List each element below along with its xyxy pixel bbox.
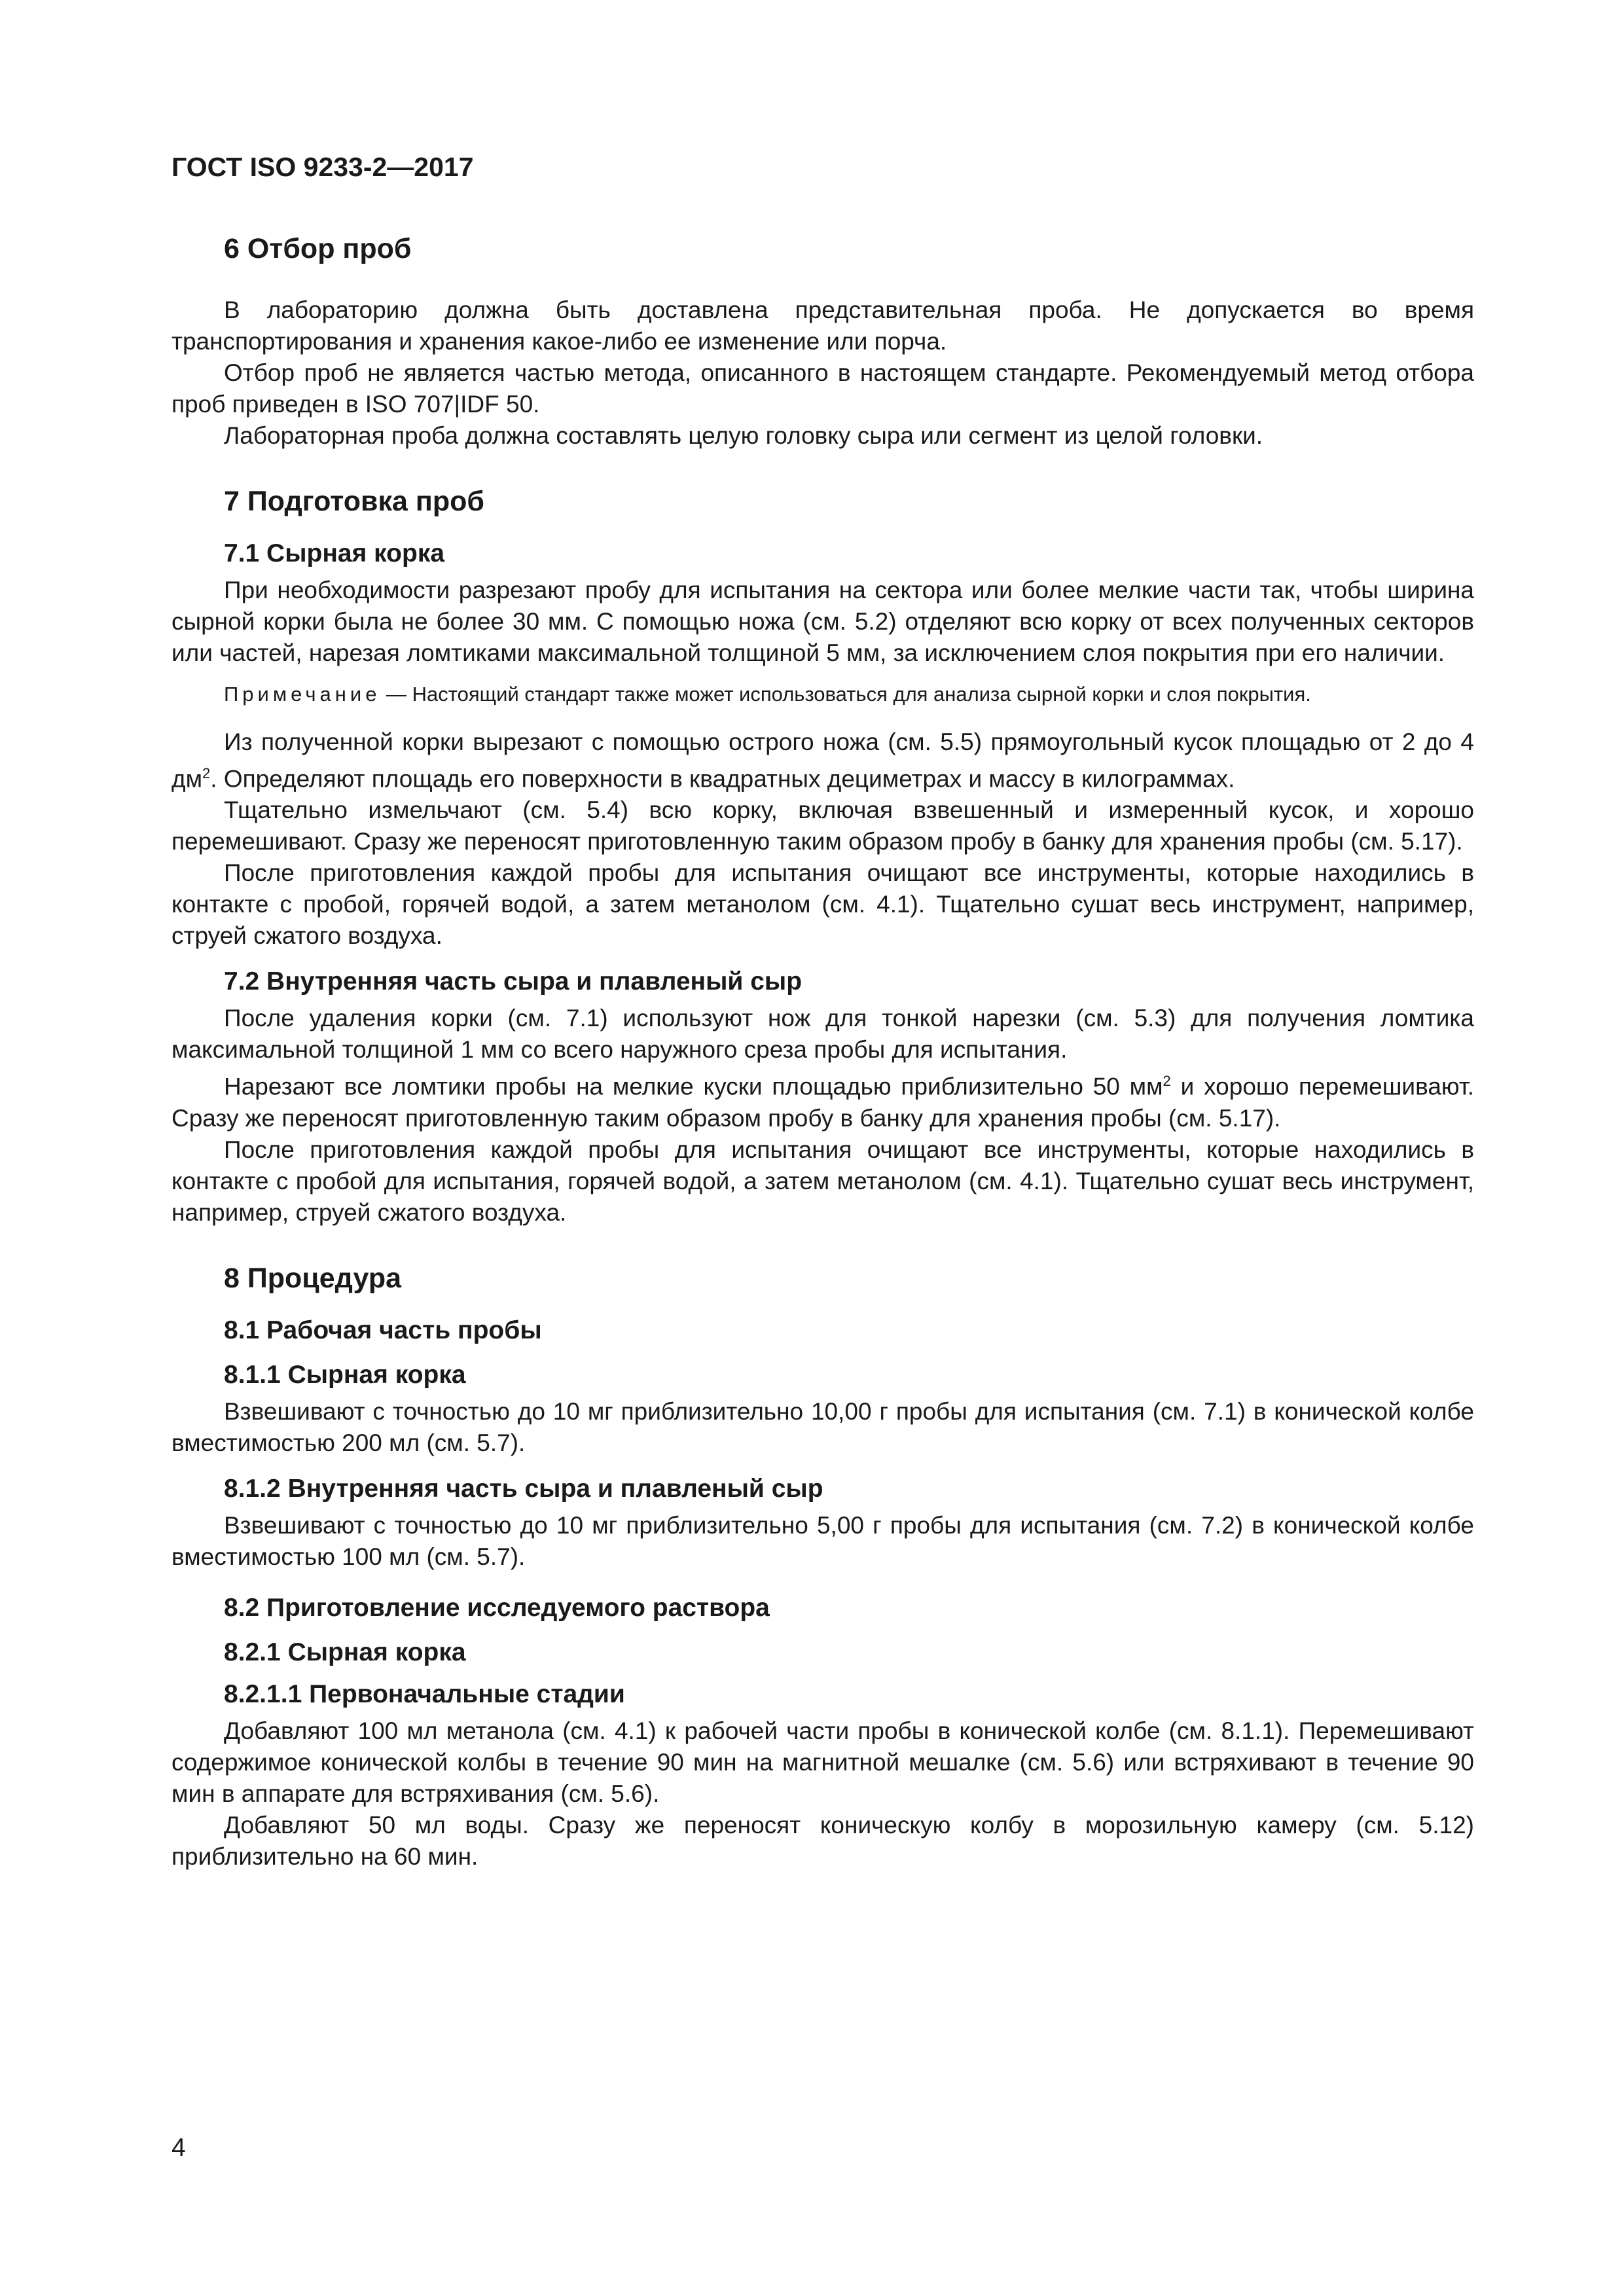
s71-note: [171, 681, 1474, 708]
s71-paragraph-3: Тщательно измельчают (см. 5.4) всю корку, включая взвешенный и измеренный кусок, и хорошо перемешивают. Сразу же переносят приготовленную таким образом пробу в банку для хранения пробы (см. 5.17).: [171, 797, 1474, 855]
s72-p2-text-a: Нарезают все ломтики пробы на мелкие куски площадью приблизительно 50 мм: [224, 1073, 1163, 1100]
s72-paragraph-2: [171, 1066, 1474, 1134]
section-8-2-1-1-heading: 8.2.1.1 Первоначальные стадии: [224, 1679, 625, 1708]
section-6-heading: 6 Отбор проб: [224, 233, 412, 264]
s72-p2-superscript: 2: [1163, 1073, 1171, 1090]
s72-paragraph-3: После приготовления каждой пробы для испытания очищают все инструменты, которые находились в контакте с пробой для испытания, горячей водой, а затем метанолом (см. 4.1). Тщательно сушат весь инструмент, например, струей сжатого воздуха.: [171, 1136, 1474, 1226]
note-label: Примечание: [224, 683, 381, 706]
s811-paragraph-1: Взвешивают с точностью до 10 мг приблизительно 10,00 г пробы для испытания (см. 7.1) в конической колбе вместимостью 200 мл (см. 5.7).: [171, 1397, 1474, 1456]
section-8-1-heading: 8.1 Рабочая часть пробы: [224, 1316, 542, 1344]
s71-p2-text-a: Из полученной корки вырезают с помощью острого ножа (см. 5.5) прямоугольный кусок площадью от 2 до 4 дм: [171, 728, 1474, 793]
s8211-paragraph-1: Добавляют 100 мл метанола (см. 4.1) к рабочей части пробы в конической колбе (см. 8.1.1). Перемешивают содержимое конической колбы в течение 90 мин на магнитной мешалке (см. 5.6) или встряхивают в течение 90 мин в аппарате для встряхивания (см. 5.6).: [171, 1717, 1474, 1807]
s6-paragraph-2: Отбор проб не является частью метода, описанного в настоящем стандарте. Рекомендуемый метод отбора проб приведен в ISO 707|IDF 50.: [171, 359, 1474, 418]
s72-paragraph-1: После удаления корки (см. 7.1) используют нож для тонкой нарезки (см. 5.3) для получения ломтика максимальной толщиной 1 мм со всего наружного среза пробы для испытания.: [171, 1005, 1474, 1064]
s71-p2-text-b: . Определяют площадь его поверхности в квадратных дециметрах и массу в килограммах.: [210, 765, 1235, 793]
section-8-2-heading: 8.2 Приготовление исследуемого раствора: [224, 1593, 770, 1622]
s8211-paragraph-2: Добавляют 50 мл воды. Сразу же переносят коническую колбу в морозильную камеру (см. 5.12) приблизительно на 60 мин.: [171, 1811, 1474, 1870]
section-7-2-heading: 7.2 Внутренняя часть сыра и плавленый сыр: [224, 967, 803, 996]
document-body: [171, 229, 1474, 1873]
document-header: ГОСТ ISO 9233-2—2017: [171, 152, 474, 182]
section-8-2-1-heading: 8.2.1 Сырная корка: [224, 1638, 466, 1666]
section-8-heading: 8 Процедура: [224, 1262, 401, 1294]
s812-paragraph-1: Взвешивают с точностью до 10 мг приблизительно 5,00 г пробы для испытания (см. 7.2) в конической колбе вместимостью 100 мл (см. 5.7).: [171, 1511, 1474, 1570]
section-8-1-1-heading: 8.1.1 Сырная корка: [224, 1360, 466, 1389]
page-number: 4: [171, 2134, 186, 2162]
section-8-1-2-heading: 8.1.2 Внутренняя часть сыра и плавленый сыр: [224, 1474, 823, 1503]
s6-paragraph-3: Лабораторная проба должна составлять целую головку сыра или сегмент из целой головки.: [224, 422, 1263, 449]
s6-paragraph-1: В лабораторию должна быть доставлена представительная проба. Не допускается во время транспортирования и хранения какое-либо ее изменение или порча.: [171, 296, 1474, 355]
s71-paragraph-2: [171, 726, 1474, 795]
s71-paragraph-1: При необходимости разрезают пробу для испытания на сектора или более мелкие части так, чтобы ширина сырной корки была не более 30 мм. С помощью ножа (см. 5.2) отделяют всю корку от всех полученных секторов или частей, нарезая ломтиками максимальной толщиной 5 мм, за исключением слоя покрытия при его наличии.: [171, 577, 1474, 666]
s72-p2-text-b: и хорошо перемешивают. Сразу же переносят приготовленную таким образом пробу в банку для хранения пробы (см. 5.17).: [171, 1073, 1474, 1132]
section-7-1-heading: 7.1 Сырная корка: [224, 539, 445, 567]
s71-paragraph-4: После приготовления каждой пробы для испытания очищают все инструменты, которые находились в контакте с пробой, горячей водой, а затем метанолом (см. 4.1). Тщательно сушат весь инструмент, например, струей сжатого воздуха.: [171, 859, 1474, 950]
section-7-heading: 7 Подготовка проб: [224, 486, 484, 517]
s71-p2-superscript: 2: [202, 765, 211, 781]
note-text: — Настоящий стандарт также может использоваться для анализа сырной корки и слоя покрытия.: [380, 683, 1311, 706]
